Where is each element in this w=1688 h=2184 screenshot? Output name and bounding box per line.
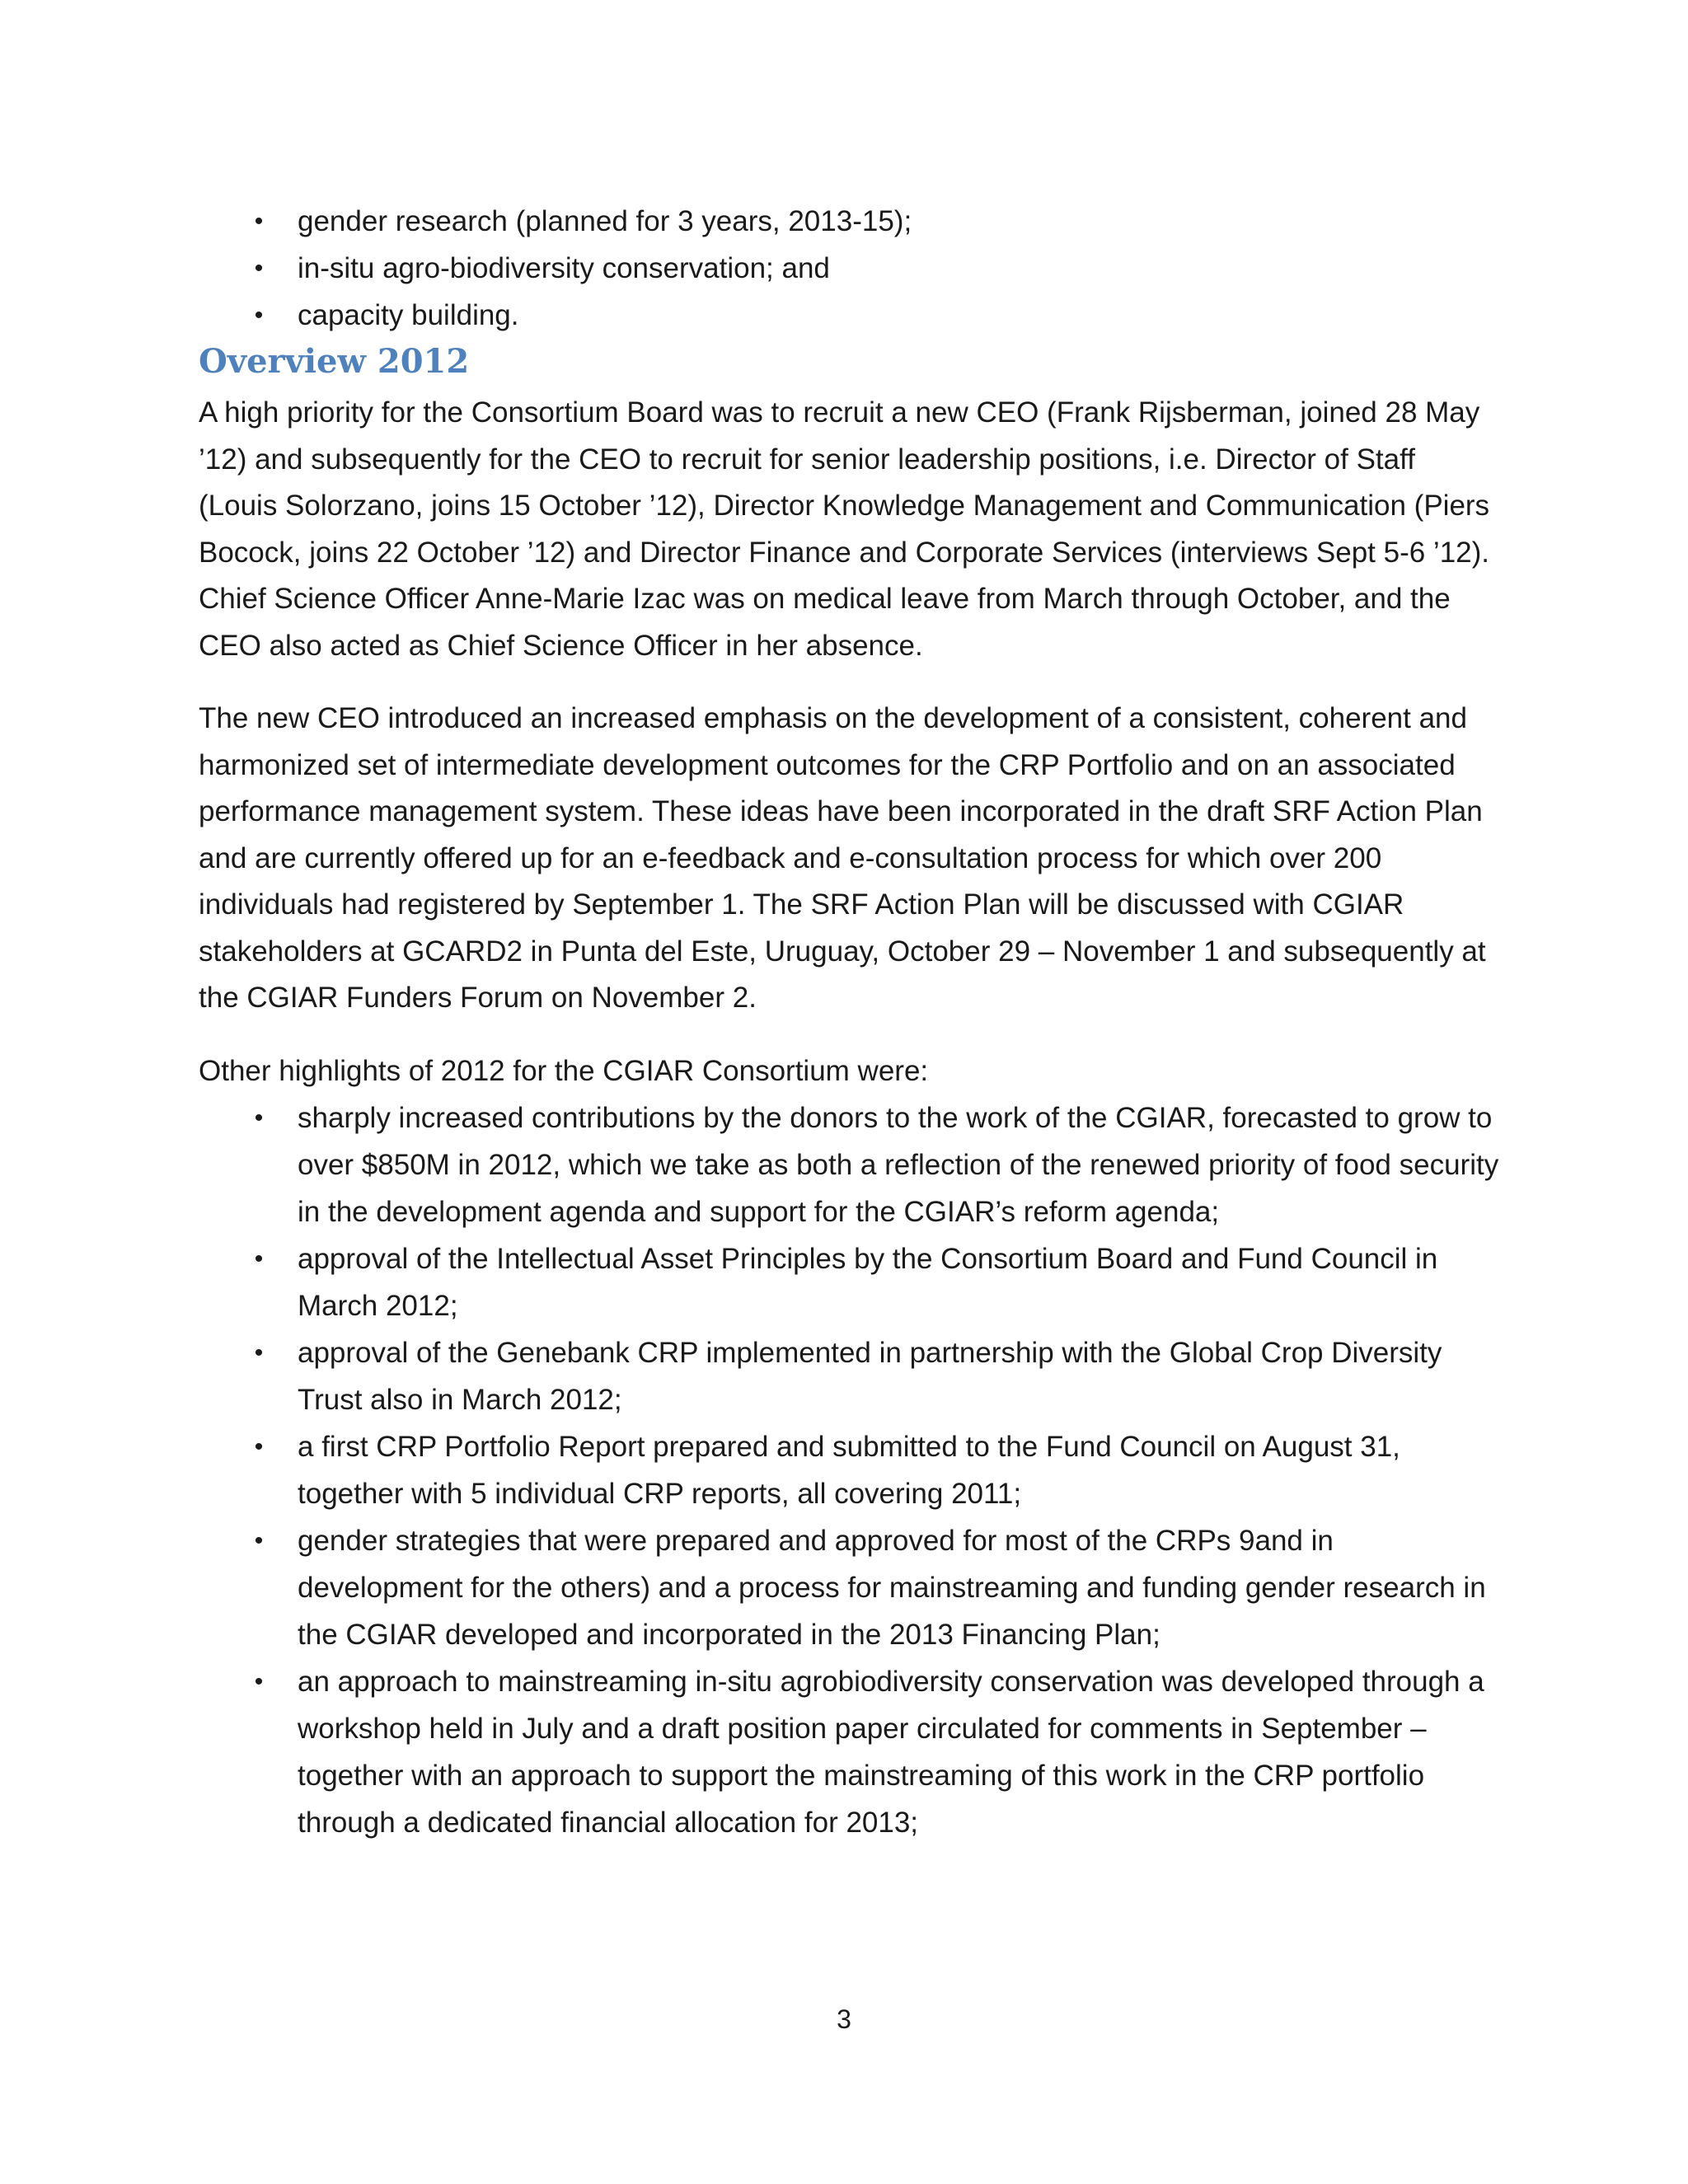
bullet-icon: • bbox=[254, 1668, 264, 1695]
list-item bbox=[199, 292, 1501, 339]
list-item-text: an approach to mainstreaming in-situ agrobiodiversity conservation was developed through a workshop held in July and a draft position paper circulated for comments in September – together with an approach to support the mainstreaming of this work in the CRP portfolio through a dedicated financial allocation for 2013; bbox=[298, 1666, 1484, 1839]
list-item-text: sharply increased contributions by the donors to the work of the CGIAR, forecasted to grow to over $850M in 2012, which we take as both a reflection of the renewed priority of food security in the development agenda and support for the CGIAR’s reform agenda; bbox=[298, 1102, 1499, 1228]
list-item bbox=[199, 1517, 1501, 1658]
bullet-icon: • bbox=[254, 302, 264, 329]
list-item-text: gender research (planned for 3 years, 2013-15); bbox=[298, 205, 912, 237]
list-item bbox=[199, 1423, 1501, 1517]
bullet-icon: • bbox=[254, 1104, 264, 1132]
paragraph-highlights-intro: Other highlights of 2012 for the CGIAR Consortium were: bbox=[199, 1054, 929, 1087]
highlights-bullet-list bbox=[199, 1094, 1501, 1846]
list-item bbox=[199, 245, 1501, 292]
bullet-icon: • bbox=[254, 1339, 264, 1366]
list-item bbox=[199, 198, 1501, 245]
bullet-icon: • bbox=[254, 1245, 264, 1272]
bullet-icon: • bbox=[254, 255, 264, 282]
list-item bbox=[199, 1235, 1501, 1329]
paragraph-ceo-recruitment: A high priority for the Consortium Board was to recruit a new CEO (Frank Rijsberman, joined 28 May ’12) and subsequently for the CEO to recruit for senior leadership positions, i.e. Director of Staff (Louis Solorzano, joins 15 October ’12), Director Knowledge Management and Communication (Piers Bocock, joins 22 October ’12) and Director Finance and Corporate Services (interviews Sept 5-6 ’12). Chief Science Officer Anne-Marie Izac was on medical leave from March through October, and the CEO also acted as Chief Science Officer in her absence. bbox=[199, 396, 1490, 662]
list-item-text: approval of the Intellectual Asset Principles by the Consortium Board and Fund Council in March 2012; bbox=[298, 1243, 1438, 1322]
list-item-text: a first CRP Portfolio Report prepared and submitted to the Fund Council on August 31, together with 5 individual CRP reports, all covering 2011; bbox=[298, 1431, 1400, 1510]
bullet-icon: • bbox=[254, 208, 264, 235]
bullet-icon: • bbox=[254, 1433, 264, 1460]
list-item bbox=[199, 1094, 1501, 1235]
list-item-text: approval of the Genebank CRP implemented in partnership with the Global Crop Diversity Trust also in March 2012; bbox=[298, 1337, 1442, 1416]
bullet-icon: • bbox=[254, 1527, 264, 1554]
paragraph-srf-action-plan: The new CEO introduced an increased emphasis on the development of a consistent, coherent and harmonized set of intermediate development outcomes for the CRP Portfolio and on an associated performance management system. These ideas have been incorporated in the draft SRF Action Plan and are currently offered up for an e-feedback and e-consultation process for which over 200 individuals had registered by September 1. The SRF Action Plan will be discussed with CGIAR stakeholders at GCARD2 in Punta del Este, Uruguay, October 29 – November 1 and subsequently at the CGIAR Funders Forum on November 2. bbox=[199, 702, 1486, 1014]
list-item-text: gender strategies that were prepared and approved for most of the CRPs 9and in development for the others) and a process for mainstreaming and funding gender research in the CGIAR developed and incorporated in the 2013 Financing Plan; bbox=[298, 1525, 1486, 1651]
page-number: 3 bbox=[837, 2004, 851, 2034]
list-item-text: capacity building. bbox=[298, 299, 519, 331]
list-item bbox=[199, 1658, 1501, 1846]
top-bullet-list bbox=[199, 198, 1501, 339]
list-item bbox=[199, 1329, 1501, 1423]
list-item-text: in-situ agro-biodiversity conservation; and bbox=[298, 252, 830, 284]
page-content bbox=[199, 198, 1501, 1846]
section-heading: Overview 2012 bbox=[199, 342, 470, 381]
